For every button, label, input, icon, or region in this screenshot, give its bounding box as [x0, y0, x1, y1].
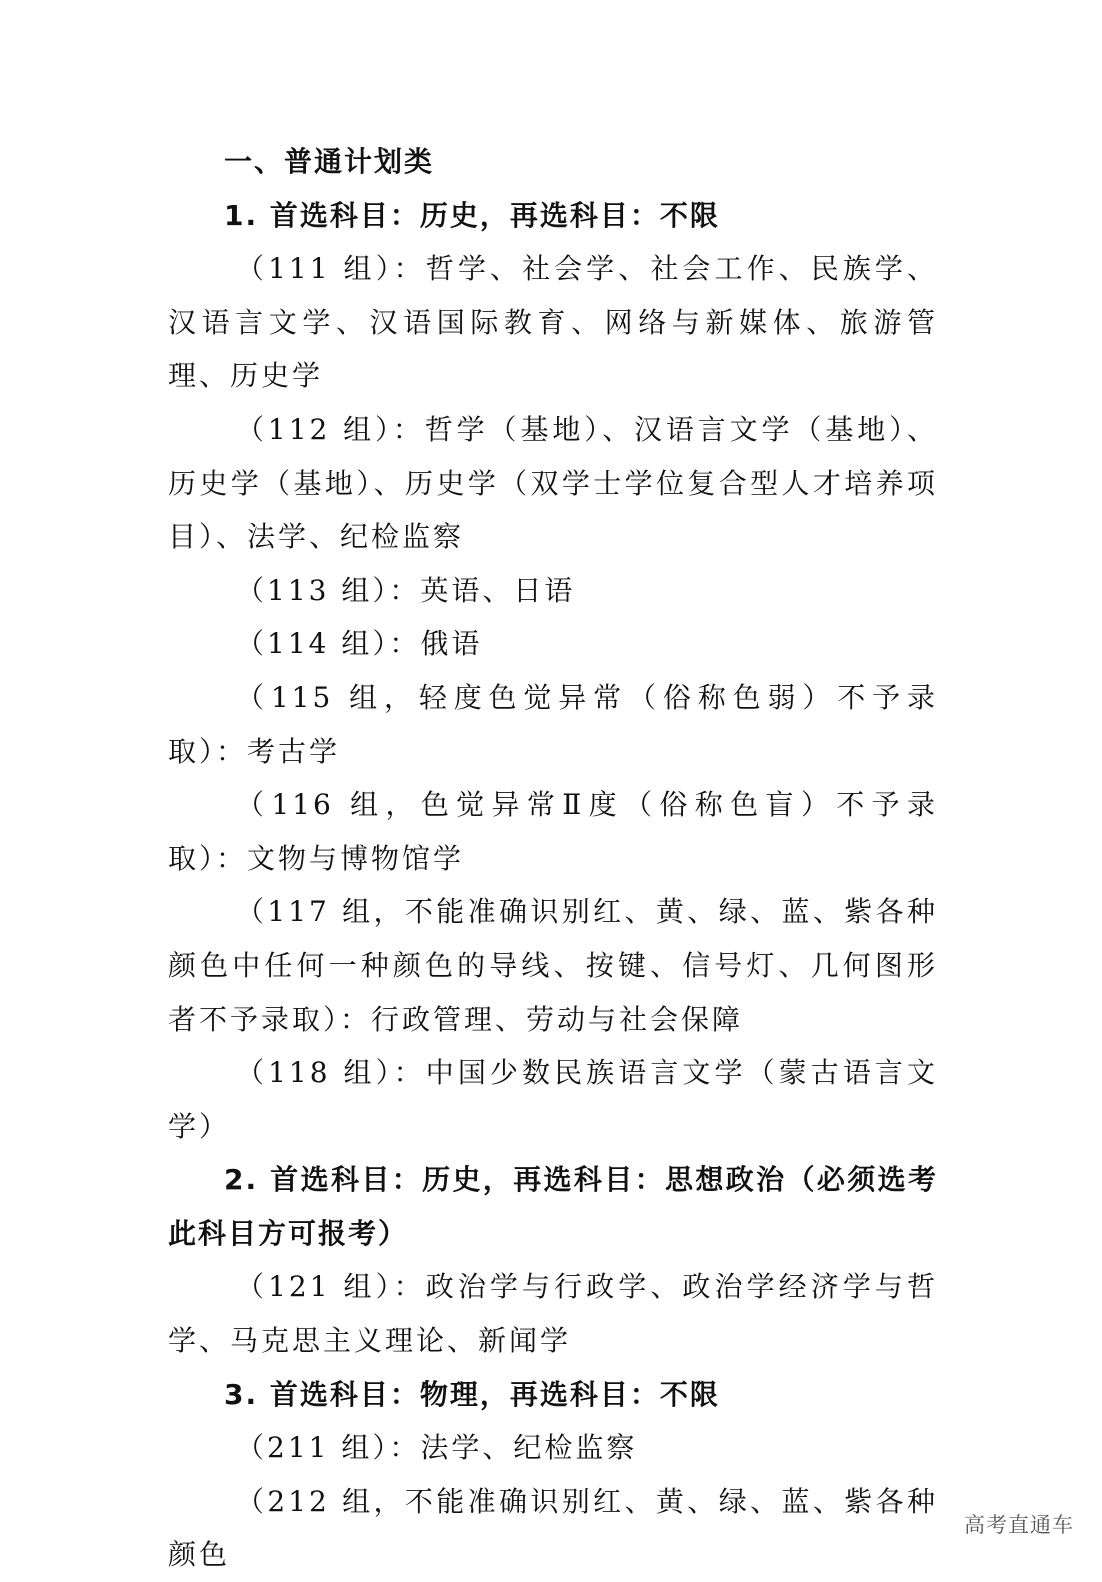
group-115: （115 组，轻度色觉异常（俗称色弱）不予录取）：考古学: [168, 680, 938, 768]
group-212: （212 组，不能准确识别红、黄、绿、蓝、紫各种颜色: [168, 1484, 938, 1572]
group-112: （112 组）：哲学（基地）、汉语言文学（基地）、历史学（基地）、历史学（双学士学位复合型人才培养项目）、法学、纪检监察: [168, 412, 938, 554]
watermark: 高考直通车: [964, 1513, 1074, 1537]
group-121: （121 组）：政治学与行政学、政治学经济学与哲学、马克思主义理论、新闻学: [168, 1270, 938, 1358]
group-113: （113 组）：英语、日语: [236, 573, 576, 607]
group-114: （114 组）：俄语: [236, 627, 483, 661]
section-heading: 一、普通计划类: [224, 145, 435, 178]
subject-heading-2: 2. 首选科目：历史，再选科目：思想政治（必须选考此科目方可报考）: [168, 1163, 938, 1250]
group-116: （116 组，色觉异常Ⅱ度（俗称色盲）不予录取）：文物与博物馆学: [168, 788, 938, 875]
document-body: [168, 135, 938, 1582]
group-117: （117 组，不能准确识别红、黄、绿、蓝、紫各种颜色中任何一种颜色的导线、按键、信号灯、几何图形者不予录取）：行政管理、劳动与社会保障: [168, 895, 938, 1036]
group-118: （118 组）：中国少数民族语言文学（蒙古语言文学）: [168, 1056, 938, 1143]
subject-heading-1: 1. 首选科目：历史，再选科目：不限: [224, 198, 720, 232]
group-111: （111 组）：哲学、社会学、社会工作、民族学、汉语言文学、汉语国际教育、网络与新媒体、旅游管理、历史学: [168, 252, 938, 393]
subject-heading-3: 3. 首选科目：物理，再选科目：不限: [224, 1377, 720, 1411]
group-211: （211 组）：法学、纪检监察: [236, 1431, 638, 1465]
